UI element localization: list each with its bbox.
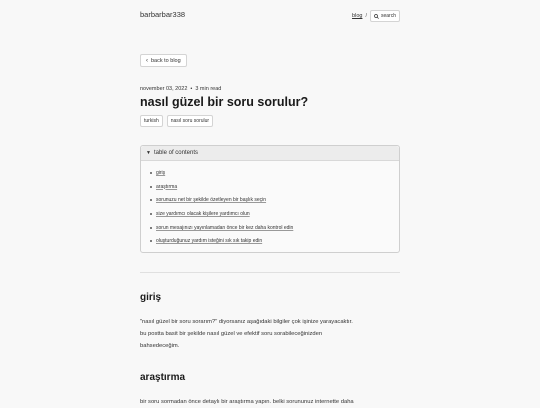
toc-item — [150, 234, 399, 248]
search-label: search — [380, 13, 396, 19]
toc-item — [150, 221, 399, 235]
nav-link-blog[interactable]: blog — [352, 13, 363, 19]
bullet-icon — [150, 227, 152, 229]
tag-list — [140, 115, 213, 127]
intro-line: bahsedeceğim. — [140, 343, 180, 349]
read-time: 3 min read — [195, 86, 222, 92]
toc-link-baslik[interactable]: sorunuzu net bir şekilde özetleyen bir başlık seçin — [156, 197, 267, 204]
content-divider — [140, 272, 400, 273]
post-title: nasıl güzel bir soru sorulur? — [140, 95, 309, 109]
site-title[interactable]: barbarbar338 — [140, 10, 186, 19]
toc-title: table of contents — [153, 150, 198, 156]
search-icon — [374, 14, 379, 19]
table-of-contents — [140, 145, 400, 253]
toc-link-giris[interactable]: giriş — [156, 169, 166, 176]
intro-line: bu postta basit bir şekilde nasıl güzel ve efektif soru sorabileceğinizden — [140, 331, 323, 337]
back-to-blog-button[interactable] — [140, 54, 187, 67]
toc-link-takip[interactable]: oluşturduğunuz yardım isteğini sık sık takip edin — [156, 238, 263, 245]
meta-separator: • — [190, 86, 193, 92]
post-meta — [140, 86, 221, 92]
bullet-icon — [150, 240, 152, 242]
triangle-down-icon: ▼ — [146, 150, 151, 156]
heading-giris: giriş — [140, 292, 162, 303]
chevron-left-icon: ‹ — [146, 57, 148, 64]
toc-item — [150, 180, 399, 194]
toc-list — [141, 161, 399, 248]
search-button[interactable] — [370, 10, 400, 22]
toc-link-kontrol[interactable]: sorun mesajınızı yayınlamadan önce bir kez daha kontrol edin — [156, 224, 294, 231]
post-date: november 03, 2022 — [140, 86, 188, 92]
bullet-icon — [150, 199, 152, 201]
nav-separator: / — [365, 13, 367, 19]
toc-item — [150, 207, 399, 221]
back-label: back to blog — [151, 57, 181, 64]
toc-item — [150, 166, 399, 180]
heading-arastirma: araştırma — [140, 372, 186, 383]
toc-item — [150, 193, 399, 207]
bullet-icon — [150, 172, 152, 174]
site-header — [140, 10, 400, 24]
research-line: bir soru sormadan önce detaylı bir araştırma yapın. belki sorununuz internette daha — [140, 399, 354, 405]
bullet-icon — [150, 186, 152, 188]
tag-turkish[interactable]: turkish — [140, 115, 163, 127]
header-nav — [352, 10, 400, 22]
bullet-icon — [150, 213, 152, 215]
toc-link-arastirma[interactable]: araştırma — [156, 183, 178, 190]
intro-line: "nasıl güzel bir soru sorarım?" diyorsanız aşağıdaki bilgiler çok işinize yarayacaktır. — [140, 319, 353, 325]
toc-toggle[interactable] — [141, 146, 399, 161]
toc-link-yardim[interactable]: size yardımcı olacak kişilere yardımcı olun — [156, 210, 250, 217]
tag-nasil-soru-sorulur[interactable]: nasıl soru sorulur — [167, 115, 213, 127]
